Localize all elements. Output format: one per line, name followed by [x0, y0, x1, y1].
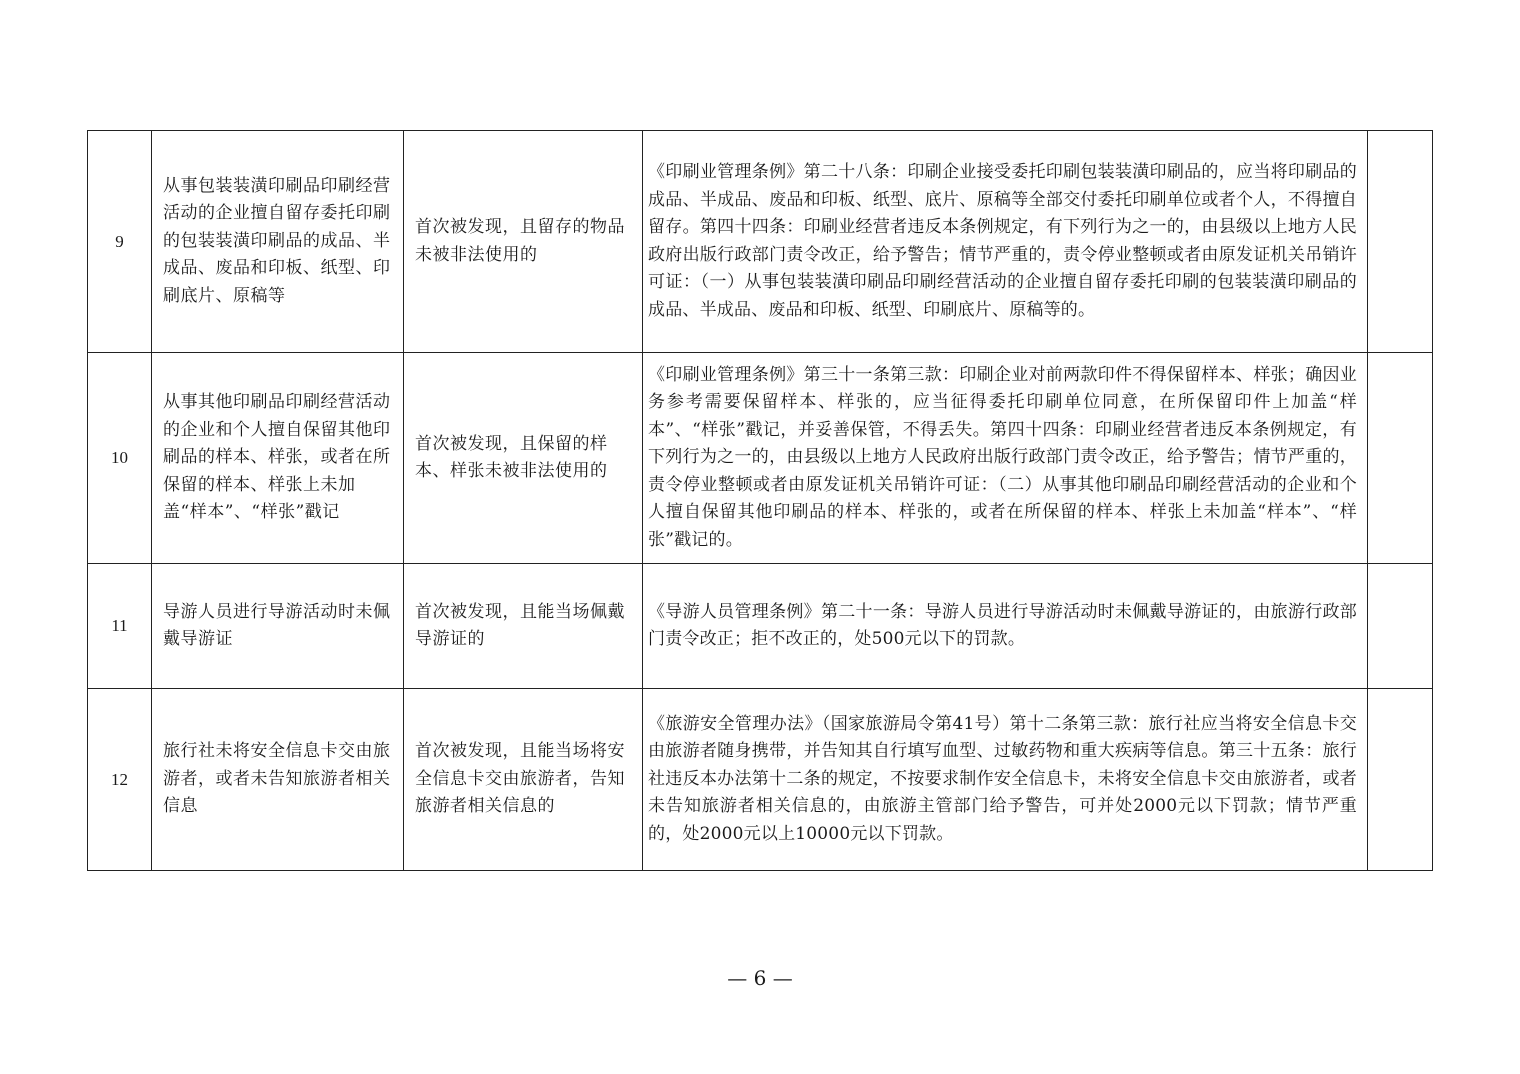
row-number: 12 — [88, 689, 152, 871]
condition-cell: 首次被发现，且保留的样本、样张未被非法使用的 — [404, 353, 643, 564]
row-number: 11 — [88, 564, 152, 689]
page-number: — 6 — — [727, 966, 793, 990]
condition-cell: 首次被发现，且留存的物品未被非法使用的 — [404, 131, 643, 353]
remark-cell — [1368, 131, 1433, 353]
legal-basis-cell: 《导游人员管理条例》第二十一条：导游人员进行导游活动时未佩戴导游证的，由旅游行政部门责令改正；拒不改正的，处500元以下的罚款。 — [643, 564, 1368, 689]
condition-cell: 首次被发现，且能当场佩戴导游证的 — [404, 564, 643, 689]
row-number: 10 — [88, 353, 152, 564]
violation-cell: 导游人员进行导游活动时未佩戴导游证 — [152, 564, 404, 689]
violation-cell: 从事包装装潢印刷品印刷经营活动的企业擅自留存委托印刷的包装装潢印刷品的成品、半成品、废品和印板、纸型、印刷底片、原稿等 — [152, 131, 404, 353]
table-row — [88, 689, 1433, 871]
violation-cell: 旅行社未将安全信息卡交由旅游者，或者未告知旅游者相关信息 — [152, 689, 404, 871]
remark-cell — [1368, 564, 1433, 689]
legal-basis-cell: 《印刷业管理条例》第三十一条第三款：印刷企业对前两款印件不得保留样本、样张；确因业务参考需要保留样本、样张的，应当征得委托印刷单位同意，在所保留印件上加盖“样本”、“样张”戳记，并妥善保管，不得丢失。第四十四条：印刷业经营者违反本条例规定，有下列行为之一的，由县级以上地方人民政府出版行政部门责令改正，给予警告；情节严重的，责令停业整顿或者由原发证机关吊销许可证：（二）从事其他印刷品印刷经营活动的企业和个人擅自保留其他印刷品的样本、样张的，或者在所保留的样本、样张上未加盖“样本”、“样张”戳记的。 — [643, 353, 1368, 564]
remark-cell — [1368, 353, 1433, 564]
table-row — [88, 131, 1433, 353]
table-row — [88, 353, 1433, 564]
regulation-table — [87, 130, 1433, 871]
violation-cell: 从事其他印刷品印刷经营活动的企业和个人擅自保留其他印刷品的样本、样张，或者在所保留的样本、样张上未加盖“样本”、“样张”戳记 — [152, 353, 404, 564]
row-number: 9 — [88, 131, 152, 353]
condition-cell: 首次被发现，且能当场将安全信息卡交由旅游者，告知旅游者相关信息的 — [404, 689, 643, 871]
table-row — [88, 564, 1433, 689]
remark-cell — [1368, 689, 1433, 871]
legal-basis-cell: 《印刷业管理条例》第二十八条：印刷企业接受委托印刷包装装潢印刷品的，应当将印刷品的成品、半成品、废品和印板、纸型、底片、原稿等全部交付委托印刷单位或者个人，不得擅自留存。第四十四条：印刷业经营者违反本条例规定，有下列行为之一的，由县级以上地方人民政府出版行政部门责令改正，给予警告；情节严重的，责令停业整顿或者由原发证机关吊销许可证：（一）从事包装装潢印刷品印刷经营活动的企业擅自留存委托印刷的包装装潢印刷品的成品、半成品、废品和印板、纸型、印刷底片、原稿等的。 — [643, 131, 1368, 353]
legal-basis-cell: 《旅游安全管理办法》（国家旅游局令第41号）第十二条第三款：旅行社应当将安全信息卡交由旅游者随身携带，并告知其自行填写血型、过敏药物和重大疾病等信息。第三十五条：旅行社违反本办法第十二条的规定，不按要求制作安全信息卡，未将安全信息卡交由旅游者，或者未告知旅游者相关信息的，由旅游主管部门给予警告，可并处2000元以下罚款；情节严重的，处2000元以上10000元以下罚款。 — [643, 689, 1368, 871]
